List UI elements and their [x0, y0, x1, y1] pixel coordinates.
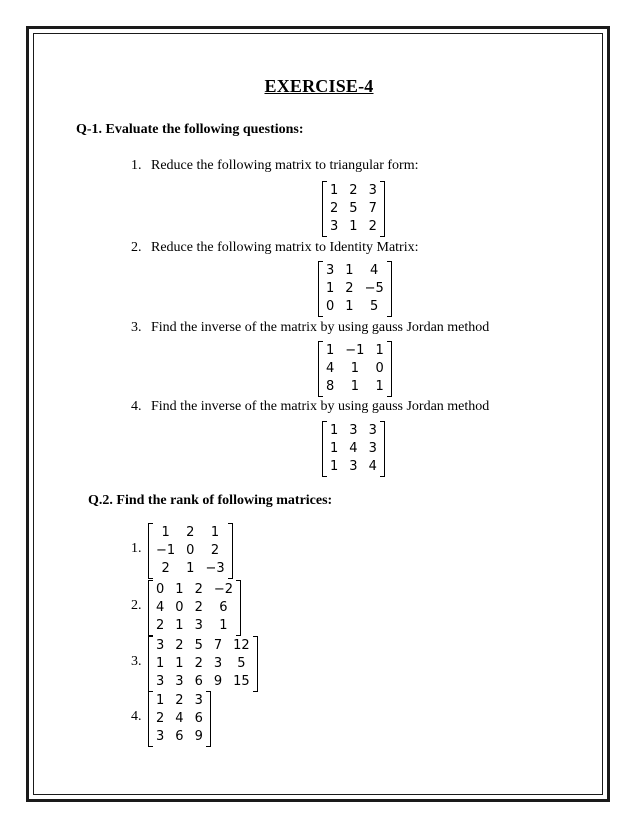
- q1-heading: Q-1. Evaluate the following questions:: [76, 122, 304, 137]
- matrix-cell: 1: [345, 299, 354, 314]
- q1-item-3-number: 3.: [131, 320, 142, 335]
- q1-item-1: [131, 158, 418, 174]
- matrix-cell: 2: [349, 183, 358, 198]
- q1-item-4-text: Find the inverse of the matrix by using gauss Jordan method: [151, 399, 490, 414]
- matrix-cell: 0: [326, 299, 335, 314]
- matrix-cell: 2: [368, 219, 377, 234]
- q2-item-3-number: 3.: [131, 654, 142, 669]
- matrix-cell: 6: [175, 729, 184, 744]
- q1-item-4: [131, 399, 489, 415]
- matrix-cell: 2: [186, 525, 195, 540]
- q1-matrix-1-right-bracket: [380, 181, 385, 237]
- q1-matrix-1-grid: [327, 181, 380, 237]
- matrix-cell: 2: [345, 281, 354, 296]
- matrix-cell: 3: [330, 219, 339, 234]
- matrix-cell: 1: [175, 582, 184, 597]
- matrix-cell: 2: [330, 201, 339, 216]
- matrix-cell: 5: [237, 656, 246, 671]
- matrix-cell: 1: [210, 525, 220, 540]
- q2-matrix-1-grid: [153, 523, 228, 579]
- q1-matrix-4: [322, 421, 385, 477]
- matrix-cell: 1: [349, 219, 358, 234]
- matrix-cell: 3: [156, 674, 165, 689]
- q1-item-2: [131, 240, 419, 256]
- q1-item-3-text: Find the inverse of the matrix by using gauss Jordan method: [151, 320, 490, 335]
- matrix-cell: 3: [156, 638, 165, 653]
- q1-matrix-2-right-bracket: [387, 261, 392, 317]
- q1-item-3: [131, 320, 489, 336]
- matrix-cell: 5: [370, 299, 379, 314]
- matrix-cell: 4: [370, 263, 379, 278]
- matrix-cell: 4: [156, 600, 165, 615]
- matrix-cell: 9: [194, 729, 203, 744]
- matrix-cell: 1: [350, 379, 359, 394]
- matrix-cell: 1: [330, 459, 339, 474]
- q2-heading: Q.2. Find the rank of following matrices:: [88, 493, 333, 508]
- matrix-cell: 2: [175, 638, 184, 653]
- matrix-cell: 1: [330, 423, 339, 438]
- q2-item-2-number: 2.: [131, 598, 142, 613]
- matrix-cell: 1: [350, 361, 359, 376]
- matrix-cell: −1: [345, 343, 365, 358]
- matrix-cell: 0: [186, 543, 195, 558]
- q2-matrix-4: [148, 691, 211, 747]
- matrix-cell: 3: [349, 459, 358, 474]
- matrix-cell: 7: [213, 638, 223, 653]
- matrix-cell: 1: [161, 525, 170, 540]
- matrix-cell: 4: [349, 441, 358, 456]
- matrix-cell: 1: [345, 263, 354, 278]
- matrix-cell: 3: [194, 693, 203, 708]
- q1-matrix-1: [322, 181, 385, 237]
- matrix-cell: 1: [330, 441, 339, 456]
- matrix-cell: 2: [194, 582, 203, 597]
- q2-matrix-3: [148, 636, 258, 692]
- q2-matrix-3-right-bracket: [253, 636, 258, 692]
- matrix-cell: 2: [175, 693, 184, 708]
- q2-matrix-1-right-bracket: [228, 523, 233, 579]
- q2-matrix-2: [148, 580, 241, 636]
- matrix-cell: 0: [156, 582, 165, 597]
- page-title: EXERCISE-4: [264, 76, 374, 96]
- q1-item-1-text: Reduce the following matrix to triangular form:: [151, 158, 419, 173]
- matrix-cell: 3: [194, 618, 203, 633]
- matrix-cell: −2: [213, 582, 234, 597]
- matrix-cell: 1: [219, 618, 228, 633]
- q2-matrix-2-right-bracket: [236, 580, 241, 636]
- q1-matrix-3-grid: [323, 341, 387, 397]
- q1-item-2-text: Reduce the following matrix to Identity Matrix:: [151, 240, 419, 255]
- matrix-cell: 2: [194, 656, 203, 671]
- q2-item-4-number: 4.: [131, 709, 142, 724]
- matrix-cell: 6: [194, 674, 203, 689]
- q1-matrix-4-right-bracket: [380, 421, 385, 477]
- matrix-cell: 3: [326, 263, 335, 278]
- matrix-cell: 1: [156, 656, 165, 671]
- matrix-cell: 3: [349, 423, 358, 438]
- q1-matrix-3: [318, 341, 392, 397]
- matrix-cell: 3: [368, 183, 377, 198]
- matrix-cell: −5: [364, 281, 384, 296]
- matrix-cell: 1: [175, 656, 184, 671]
- q2-item-1-number: 1.: [131, 541, 142, 556]
- matrix-cell: 2: [161, 561, 170, 576]
- matrix-cell: 3: [175, 674, 184, 689]
- matrix-cell: 3: [213, 656, 223, 671]
- matrix-cell: 3: [156, 729, 165, 744]
- matrix-cell: 2: [156, 618, 165, 633]
- matrix-cell: 6: [219, 600, 228, 615]
- matrix-cell: 4: [175, 711, 184, 726]
- matrix-cell: 3: [368, 441, 377, 456]
- matrix-cell: 1: [375, 379, 384, 394]
- matrix-cell: 2: [156, 711, 165, 726]
- matrix-cell: 1: [375, 343, 384, 358]
- matrix-cell: 5: [349, 201, 358, 216]
- matrix-cell: 4: [326, 361, 335, 376]
- q2-matrix-4-right-bracket: [206, 691, 211, 747]
- q2-matrix-2-grid: [153, 580, 236, 636]
- matrix-cell: 1: [326, 281, 335, 296]
- matrix-cell: 1: [175, 618, 184, 633]
- q1-matrix-4-grid: [327, 421, 380, 477]
- matrix-cell: 15: [233, 674, 250, 689]
- q2-matrix-3-grid: [153, 636, 253, 692]
- matrix-cell: 1: [186, 561, 195, 576]
- matrix-cell: 0: [375, 361, 384, 376]
- matrix-cell: 3: [368, 423, 377, 438]
- q1-item-4-number: 4.: [131, 399, 142, 414]
- q2-matrix-1: [148, 523, 233, 579]
- matrix-cell: 1: [156, 693, 165, 708]
- q1-item-2-number: 2.: [131, 240, 142, 255]
- matrix-cell: 1: [326, 343, 335, 358]
- matrix-cell: 5: [194, 638, 203, 653]
- q1-matrix-3-right-bracket: [387, 341, 392, 397]
- matrix-cell: 9: [213, 674, 223, 689]
- q1-matrix-2-grid: [323, 261, 387, 317]
- matrix-cell: −1: [156, 543, 176, 558]
- q1-matrix-2: [318, 261, 392, 317]
- matrix-cell: 7: [368, 201, 377, 216]
- matrix-cell: 12: [233, 638, 250, 653]
- matrix-cell: 6: [194, 711, 203, 726]
- matrix-cell: 8: [326, 379, 335, 394]
- matrix-cell: 4: [368, 459, 377, 474]
- matrix-cell: 0: [175, 600, 184, 615]
- matrix-cell: 2: [210, 543, 220, 558]
- matrix-cell: 2: [194, 600, 203, 615]
- matrix-cell: −3: [205, 561, 225, 576]
- matrix-cell: 1: [330, 183, 339, 198]
- q2-matrix-4-grid: [153, 691, 206, 747]
- q1-item-1-number: 1.: [131, 158, 142, 173]
